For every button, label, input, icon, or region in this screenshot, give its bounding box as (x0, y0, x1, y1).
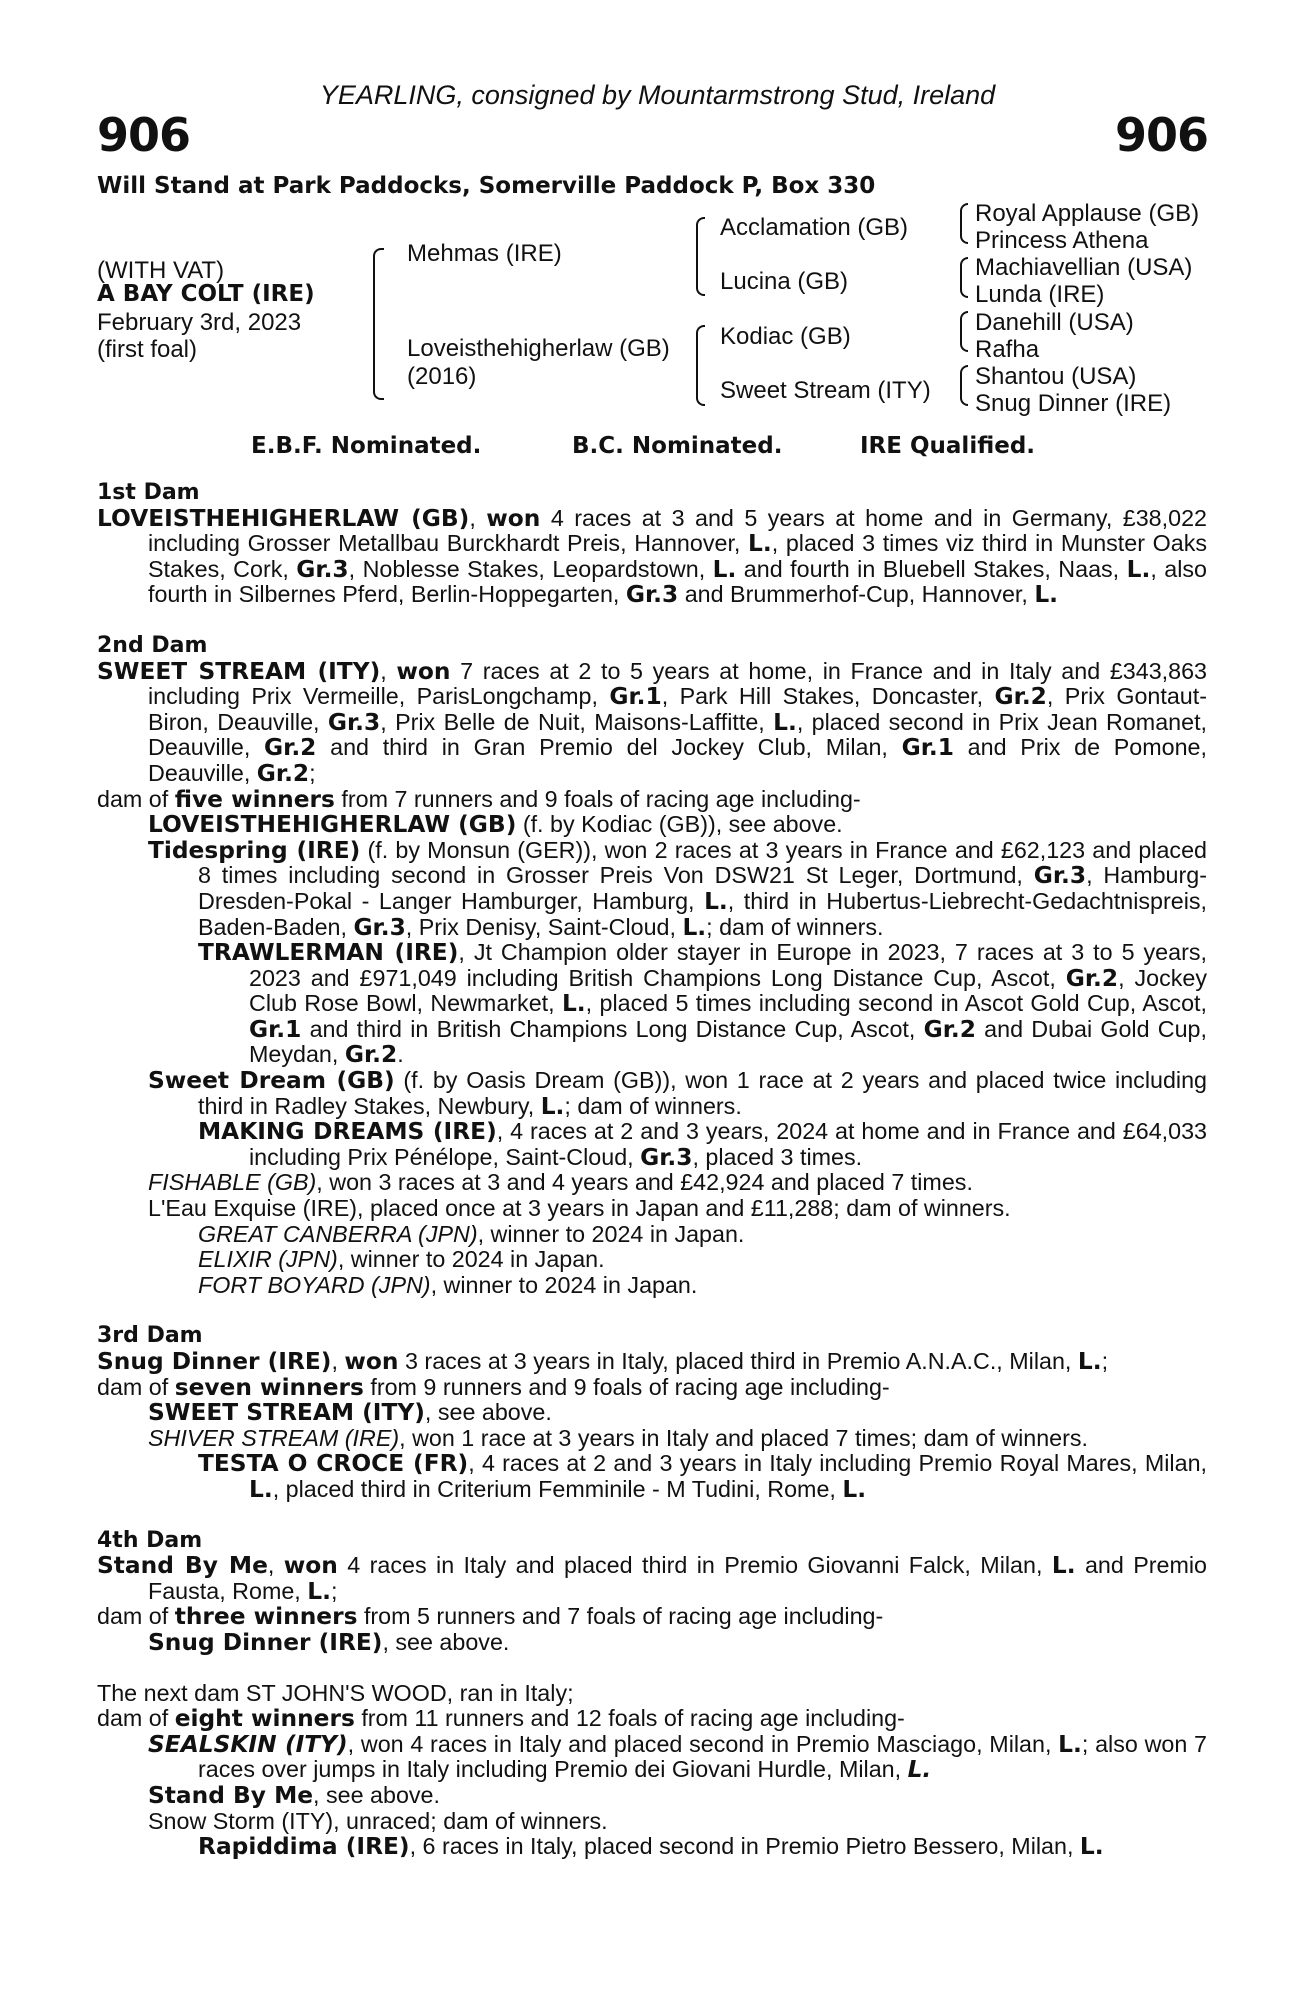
text: ; (330, 1577, 338, 1604)
stand-location: Will Stand at Park Paddocks, Somerville Paddock P, Box 330 (97, 173, 876, 199)
grade: Gr.2 (344, 1041, 398, 1069)
next-dam-intro: The next dam ST JOHN'S WOOD, ran in Italy; (97, 1679, 574, 1706)
text: , placed 3 times viz third in Munster Oaks Stakes, Cork, (148, 530, 1207, 582)
grade: L. (249, 1475, 273, 1503)
won-label: won (344, 1348, 399, 1375)
grade: L. (1034, 581, 1059, 609)
pedigree-brace-main (373, 248, 384, 400)
grade: Gr.3 (640, 1143, 693, 1171)
grade: L. (1077, 1348, 1102, 1375)
dam-name: Stand By Me (97, 1552, 268, 1580)
text: , also fourth in Silbernes Pferd, Berlin-Hoppegarten, (148, 555, 1208, 608)
grade: Gr.3 (327, 708, 381, 736)
text: , Hamburg-Dresden-Pokal - Langer Hamburger, Hamburg, (198, 862, 1207, 914)
ped-dam: Loveisthehigherlaw (GB) (407, 335, 670, 362)
text: , placed third in Criterium Femminile - M Tudini, Rome, (272, 1475, 843, 1502)
consignment-line: YEARLING, consigned by Mountarmstrong Stud, Ireland (319, 80, 996, 110)
text: , 4 races at 2 and 3 years in Italy including Premio Royal Mares, Milan, (468, 1450, 1207, 1477)
grade: L. (1051, 1552, 1076, 1580)
won-label: won (396, 657, 451, 685)
text: , placed second in Prix Jean Romanet, Deauville, (148, 708, 1208, 761)
text: from 5 runners and 7 foals of racing age including- (357, 1603, 884, 1630)
text: , won 1 race at 3 years in Italy and placed 7 times; dam of winners. (399, 1424, 1089, 1451)
ped-ddd: Snug Dinner (IRE) (975, 390, 1172, 417)
ped-dam-year: (2016) (407, 363, 477, 390)
text: dam of (97, 1373, 175, 1400)
offspring-name: GREAT CANBERRA (JPN) (198, 1220, 478, 1247)
winners-count: three winners (174, 1603, 358, 1631)
catalogue-body (97, 480, 1207, 1860)
text: , 4 races at 2 and 3 years, 2024 at home and in France and £64,033 including Prix Pénélope, Saint-Cloud, (249, 1118, 1207, 1170)
text: ; dam of winners. (706, 913, 884, 940)
text: 4 races in Italy and placed third in Premio Giovanni Falck, Milan, (337, 1552, 1052, 1579)
second-dam-heading: 2nd Dam (97, 632, 208, 658)
text: and fourth in Bluebell Stakes, Naas, (736, 555, 1127, 582)
second-dam-produce (97, 787, 1207, 813)
grade: Gr.1 (609, 683, 662, 711)
grade: Gr.1 (249, 1015, 302, 1043)
text: , Jt Champion older stayer in Europe in 2023, 7 races at 3 to 5 years, 2023 and £971,049 including British Champions Long Distance Cup, Ascot, (249, 939, 1207, 991)
text: and third in British Champions Long Distance Cup, Ascot, (301, 1015, 924, 1042)
dam-name: LOVEISTHEHIGHERLAW (GB) (97, 504, 470, 532)
ped-dam-dam: Sweet Stream (ITY) (720, 377, 931, 404)
grade: Gr.3 (1033, 862, 1087, 890)
first-dam-entry: LOVEISTHEHIGHERLAW (GB), won 4 races at 3 and 5 years at home and in Germany, £38,022 including Grosser Metallbau Burckhardt Preis, Hannover, L., placed 3 times viz third in Munster Oaks Stakes, Cork, Gr.3, Noblesse Stakes, Leopardstown, L. and fourth in Bluebell Stakes, Naas, L., also fourth in Silbernes Pferd, Berlin-Hoppegarten, Gr.3 and Brummerhof-Cup, Hannover, L. (97, 504, 1208, 609)
grade: L. (561, 990, 586, 1018)
text: , won 4 races in Italy and placed second in Premio Masciago, Milan, (347, 1730, 1059, 1757)
text: ; dam of winners. (564, 1092, 742, 1119)
grade: L. (704, 887, 728, 915)
winners-count: eight winners (174, 1705, 355, 1733)
lot-number-right: 906 (1114, 108, 1208, 162)
text: and Dubai Gold Cup, Meydan, (249, 1015, 1207, 1068)
grand-produce-item (97, 1834, 1207, 1860)
produce-item (97, 1170, 1207, 1196)
text: , placed 3 times. (692, 1143, 863, 1170)
grade: Gr.3 (353, 913, 406, 941)
grade: L. (540, 1092, 565, 1120)
offspring-name: TRAWLERMAN (IRE) (198, 939, 459, 967)
lot-number-left: 906 (97, 108, 191, 162)
produce-item: Snow Storm (ITY), unraced; dam of winners. (148, 1807, 608, 1834)
won-label: won (486, 504, 541, 532)
offspring-name: SWEET STREAM (ITY) (148, 1399, 425, 1427)
text: , Park Hill Stakes, Doncaster, (661, 683, 995, 710)
text: , see above. (313, 1781, 440, 1808)
text: and third in Gran Premio del Jockey Club, Milan, (316, 734, 902, 761)
text: from 11 runners and 12 foals of racing age including- (354, 1705, 905, 1732)
text: , Noblesse Stakes, Leopardstown, (348, 555, 713, 582)
offspring-name: LOVEISTHEHIGHERLAW (GB) (148, 811, 517, 839)
vat-note: (WITH VAT) (97, 257, 225, 284)
third-dam-heading: 3rd Dam (97, 1323, 203, 1349)
grade: L. (773, 708, 797, 736)
grade: Gr.2 (1065, 964, 1119, 992)
offspring-name: Rapiddima (IRE) (198, 1833, 410, 1861)
grade: Gr.2 (256, 759, 310, 787)
text: , Prix Belle de Nuit, Maisons-Laffitte, (380, 708, 774, 735)
dam-name: Snug Dinner (IRE) (97, 1348, 332, 1375)
offspring-name: MAKING DREAMS (IRE) (198, 1118, 497, 1146)
text: , winner to 2024 in Japan. (477, 1220, 745, 1247)
grade: L. (842, 1475, 867, 1503)
ped-dam-sire: Kodiac (GB) (720, 323, 851, 350)
text: , winner to 2024 in Japan. (337, 1246, 605, 1273)
pedigree-brace-dam (696, 325, 705, 406)
grade: Gr.3 (625, 581, 679, 609)
ped-sds: Machiavellian (USA) (975, 254, 1193, 281)
ped-sdd: Lunda (IRE) (975, 281, 1105, 308)
ped-dds: Shantou (USA) (975, 363, 1137, 390)
grade: Gr.2 (264, 734, 317, 762)
won-label: won (283, 1552, 338, 1580)
grand-produce-item (97, 1247, 1207, 1273)
produce-item (97, 1426, 1207, 1452)
grade: L. (682, 913, 707, 941)
ped-sire: Mehmas (IRE) (407, 240, 562, 267)
text: (f. by Oasis Dream (GB)), won 1 race at 2 years and placed twice including third in Radley Stakes, Newbury, (198, 1067, 1207, 1119)
ped-dss: Danehill (USA) (975, 309, 1134, 336)
text: , Jockey Club Rose Bowl, Newmarket, (249, 964, 1207, 1017)
first-dam-heading: 1st Dam (97, 480, 200, 505)
produce-item (97, 1732, 1207, 1783)
grade: Gr.2 (994, 683, 1047, 711)
text: and Brummerhof-Cup, Hannover, (678, 581, 1035, 608)
offspring-name: FISHABLE (GB) (148, 1169, 317, 1196)
text: , Prix Gontaut-Biron, Deauville, (148, 683, 1207, 735)
text: from 9 runners and 9 foals of racing age including- (363, 1373, 890, 1400)
fourth-dam-produce (97, 1604, 1207, 1630)
grand-produce-item (97, 1119, 1207, 1170)
text: from 7 runners and 9 foals of racing age including- (334, 785, 861, 812)
text: (f. by Monsun (GER)), won 2 races at 3 years in France and £62,123 and placed 8 times including second in Grosser Preis Von DSW21 St Leger, Dortmund, (198, 836, 1207, 889)
pedigree-brace-1 (960, 203, 968, 244)
second-dam-entry: SWEET STREAM (ITY), won 7 races at 2 to 5 years at home, in France and in Italy and £343,863 including Prix Vermeille, ParisLongchamp, Gr.1, Park Hill Stakes, Doncaster, Gr.2, Prix Gontaut-Biron, Deauville, Gr.3, Prix Belle de Nuit, Maisons-Laffitte, L., placed second in Prix Jean Romanet, Deauville, Gr.2 and third in Gran Premio del Jockey Club, Milan, Gr.1 and Prix de Pomone, Deauville, Gr.2; (97, 657, 1208, 787)
offspring-name: Stand By Me (148, 1781, 314, 1809)
produce-item (97, 1783, 1207, 1809)
text: , won 3 races at 3 and 4 years and £42,924 and placed 7 times. (316, 1169, 973, 1196)
text: , winner to 2024 in Japan. (430, 1271, 698, 1298)
dam-name: SWEET STREAM (ITY) (97, 657, 381, 685)
third-dam-entry: Snug Dinner (IRE), won 3 races at 3 years in Italy, placed third in Premio A.N.A.C., Milan, L.; (97, 1348, 1109, 1375)
third-dam-produce (97, 1375, 1207, 1401)
grade: L. (748, 530, 772, 558)
fourth-dam-entry: Stand By Me, won 4 races in Italy and placed third in Premio Giovanni Falck, Milan, L. and Premio Fausta, Rome, L.; (97, 1552, 1208, 1605)
grade: L. (1126, 555, 1151, 583)
text: and Premio Fausta, Rome, (148, 1552, 1208, 1604)
produce-item (97, 812, 1207, 838)
ire-flag: IRE Qualified. (860, 433, 1036, 459)
produce-item (97, 1068, 1207, 1119)
bc-flag: B.C. Nominated. (572, 433, 783, 459)
offspring-name: Sweet Dream (GB) (148, 1067, 395, 1095)
text: dam of (97, 1705, 175, 1732)
grade: L. (307, 1577, 331, 1605)
horse-dob: February 3rd, 2023 (97, 309, 302, 336)
offspring-name: TESTA O CROCE (FR) (198, 1450, 469, 1478)
text: ; (1101, 1348, 1109, 1374)
grand-produce-item (97, 1273, 1207, 1299)
produce-item: L'Eau Exquise (IRE), placed once at 3 years in Japan and £11,288; dam of winners. (148, 1195, 1011, 1222)
fourth-dam-heading: 4th Dam (97, 1527, 203, 1553)
text: , Prix Denisy, Saint-Cloud, (405, 913, 683, 940)
ped-sire-sire: Acclamation (GB) (720, 214, 909, 241)
offspring-name: FORT BOYARD (JPN) (198, 1271, 431, 1298)
next-dam-produce (97, 1706, 1207, 1732)
offspring-name: Tidespring (IRE) (148, 836, 361, 864)
text: , see above. (382, 1628, 510, 1655)
offspring-name: ELIXIR (JPN) (198, 1246, 338, 1273)
pedigree-brace-2 (960, 257, 968, 298)
offspring-name: SEALSKIN (ITY) (148, 1730, 348, 1758)
text: , placed 5 times including second in Ascot Gold Cup, Ascot, (585, 990, 1207, 1017)
grade: Gr.3 (296, 555, 349, 583)
ped-dsd: Rafha (975, 336, 1040, 363)
text: 7 races at 2 to 5 years at home, in France and in Italy and £343,863 including Prix Vermeille, ParisLongchamp, (148, 657, 1207, 710)
text: dam of (97, 785, 175, 812)
text: and Prix de Pomone, Deauville, (148, 734, 1207, 786)
ebf-flag: E.B.F. Nominated. (251, 433, 482, 459)
ped-ssd: Princess Athena (975, 227, 1149, 254)
grand-produce-item (97, 1222, 1207, 1248)
grade: Gr.1 (901, 734, 954, 762)
grade: L. (1058, 1730, 1082, 1758)
grade: Gr.2 (923, 1015, 976, 1043)
text: dam of (97, 1603, 175, 1630)
grade: L. (907, 1756, 932, 1784)
pedigree-brace-4 (960, 365, 968, 406)
text: 3 races at 3 years in Italy, placed third in Premio A.N.A.C., Milan, (398, 1348, 1078, 1374)
winners-count: five winners (174, 785, 335, 813)
grade: L. (1079, 1833, 1104, 1861)
produce-item (97, 1630, 1207, 1656)
grand-produce-item (97, 1451, 1207, 1502)
pedigree-brace-3 (960, 311, 968, 352)
grade: L. (712, 555, 737, 583)
horse-name: A BAY COLT (IRE) (97, 281, 315, 307)
text: , third in Hubertus-Liebrecht-Gedachtnispreis, Baden-Baden, (198, 887, 1207, 940)
winners-count: seven winners (174, 1373, 364, 1401)
text: ; also won 7 races over jumps in Italy including Premio dei Giovani Hurdle, Milan, (198, 1730, 1207, 1783)
ped-sire-dam: Lucina (GB) (720, 268, 849, 295)
offspring-name: Snug Dinner (IRE) (148, 1628, 383, 1656)
offspring-name: SHIVER STREAM (IRE) (148, 1424, 400, 1451)
ped-sss: Royal Applause (GB) (975, 200, 1200, 227)
pedigree-brace-sire (696, 217, 705, 296)
horse-note: (first foal) (97, 336, 198, 363)
text: 4 races at 3 and 5 years at home and in Germany, £38,022 including Grosser Metallbau Burckhardt Preis, Hannover, (148, 504, 1207, 557)
produce-item (97, 1400, 1207, 1426)
grand-produce-item: TRAWLERMAN (IRE), Jt Champion older stayer in Europe in 2023, 7 races at 3 to 5 years, 2023 and £971,049 including British Champions Long Distance Cup, Ascot, Gr.2, Jockey Club Rose Bowl, Newmarket, L., placed 5 times including second in Ascot Gold Cup, Ascot, Gr.1 and third in British Champions Long Distance Cup, Ascot, Gr.2 and Dubai Gold Cup, Meydan, Gr.2. (198, 939, 1207, 1069)
text: , 6 races in Italy, placed second in Premio Pietro Bessero, Milan, (409, 1833, 1080, 1860)
text: , see above. (424, 1399, 552, 1426)
produce-item (97, 838, 1207, 940)
text: (f. by Kodiac (GB)), see above. (516, 811, 843, 838)
